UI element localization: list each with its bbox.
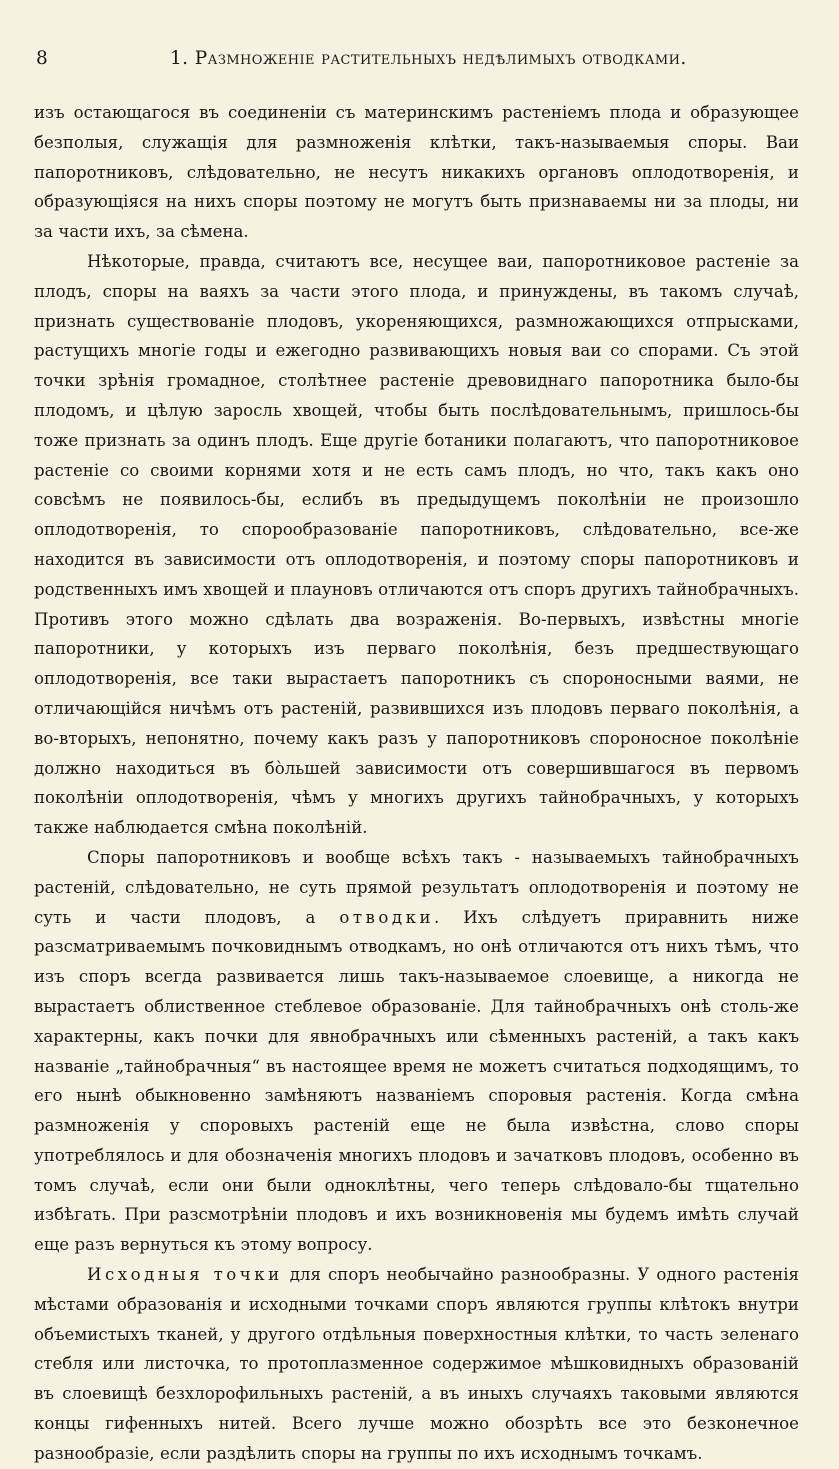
header-title: 1. Размноженіе растительныхъ недѣлимыхъ отводками. — [170, 48, 687, 69]
paragraph-3-text-after: . Ихъ слѣдуетъ приравнить ниже разсматриваемымъ почковиднымъ отводкамъ, но онѣ отличаются отъ нихъ тѣмъ, что изъ споръ всегда развивается лишь такъ-называемое слоевище, а никогда не вырастаетъ облиственное стеблевое образованіе. Для тайнобрачныхъ онѣ столь-же характерны, какъ почки для явнобрачныхъ или сѣменныхъ растеній, а такъ какъ названіе „тайнобрачныя“ въ настоящее время не можетъ считаться подходящимъ, то его нынѣ обыкновенно замѣняютъ названіемъ споровыя растенія. Когда смѣна размноженія у споровыхъ растеній еще не была извѣстна, слово споры употреблялось и для обозначенія многихъ плодовъ и зачатковъ плодовъ, особенно въ томъ случаѣ, если они были одноклѣтны, чего теперь слѣдовало-бы тщательно избѣгать. При разсмотрѣніи плодовъ и ихъ возникновенія мы будемъ имѣть случай еще разъ вернуться къ этому вопросу. — [34, 907, 800, 1255]
paragraph-1 — [34, 98, 799, 247]
paragraph-2-text: Нѣкоторые, правда, считаютъ все, несущее ваи, папоротниковое растеніе за плодъ, споры на ваяхъ за части этого плода, и принуждены, въ такомъ случаѣ, признать существованіе плодовъ, укореняющихся, размножающихся отпрысками, растущихъ многіе годы и ежегодно развивающихъ новыя ваи со спорами. Съ этой точки зрѣнія громадное, столѣтнее растеніе древовиднаго папоротника было-бы плодомъ, и цѣлую заросль хвощей, чтобы быть послѣдовательнымъ, пришлось-бы тоже признать за одинъ плодъ. Еще другіе ботаники полагаютъ, что папоротниковое растеніе со своими корнями хотя и не есть самъ плодъ, но что, такъ какъ оно совсѣмъ не появилось-бы, еслибъ въ предыдущемъ поколѣніи не произошло оплодотворенія, то спорообразованіе папоротниковъ, слѣдовательно, все-же находится въ зависимости отъ оплодотворенія, и поэтому споры папоротниковъ и родственныхъ имъ хвощей и плауновъ отличаются отъ споръ другихъ тайнобрачныхъ. Противъ этого можно сдѣлать два возраженія. Во-первыхъ, извѣстны многіе папоротники, у которыхъ изъ перваго поколѣнія, безъ предшествующаго оплодотворенія, все таки вырастаетъ папоротникъ съ спороносными ваями, не отличающійся ничѣмъ отъ растеній, развившихся изъ плодовъ перваго поколѣнія, а во-вторыхъ, непонятно, почему какъ разъ у папоротниковъ спороносное поколѣніе должно находиться въ бо̀льшей зависимости отъ совершившагося въ первомъ поколѣніи оплодотворенія, чѣмъ у многихъ другихъ тайнобрачныхъ, у которыхъ также наблюдается смѣна поколѣній. — [34, 251, 799, 838]
paragraph-4 — [34, 1260, 799, 1469]
page-number: 8 — [36, 48, 49, 69]
body-text — [34, 98, 799, 1469]
paragraph-4-text-after: для споръ необычайно разнообразны. У одного растенія мѣстами образованія и исходными точками споръ являются группы клѣтокъ внутри объемистыхъ тканей, у другого отдѣльныя поверхностныя клѣтки, то часть зеленаго стебля или листочка, то протоплазменное содержимое мѣшковидныхъ образованій въ слоевищѣ безхлорофильныхъ растеній, а въ иныхъ случаяхъ таковыми являются концы гифенныхъ нитей. Всего лучше можно обозрѣть все это безконечное разнообразіе, если раздѣлить споры на группы по ихъ исходнымъ точкамъ. — [34, 1265, 799, 1463]
paragraph-3 — [34, 843, 799, 1260]
paragraph-2 — [34, 247, 799, 843]
paragraph-1-text: изъ остающагося въ соединеніи съ материнскимъ растеніемъ плода и образующее безполыя, служащія для размноженія клѣтки, такъ-называемыя споры. Ваи папоротниковъ, слѣдовательно, не несутъ никакихъ органовъ оплодотворенія, и образующіяся на нихъ споры поэтому не могутъ быть признаваемы ни за плоды, ни за части ихъ, за сѣмена. — [34, 103, 799, 242]
running-head — [36, 48, 799, 78]
paragraph-3-emphasis: отводки — [339, 907, 435, 927]
paragraph-3-text-before: Споры папоротниковъ и вообще всѣхъ такъ - называемыхъ тайнобрачныхъ растеній, слѣдовательно, не суть прямой результатъ оплодотворенія и поэтому не суть и части плодовъ, а — [34, 847, 799, 927]
paragraph-4-emphasis: Исходныя точки — [87, 1265, 283, 1285]
